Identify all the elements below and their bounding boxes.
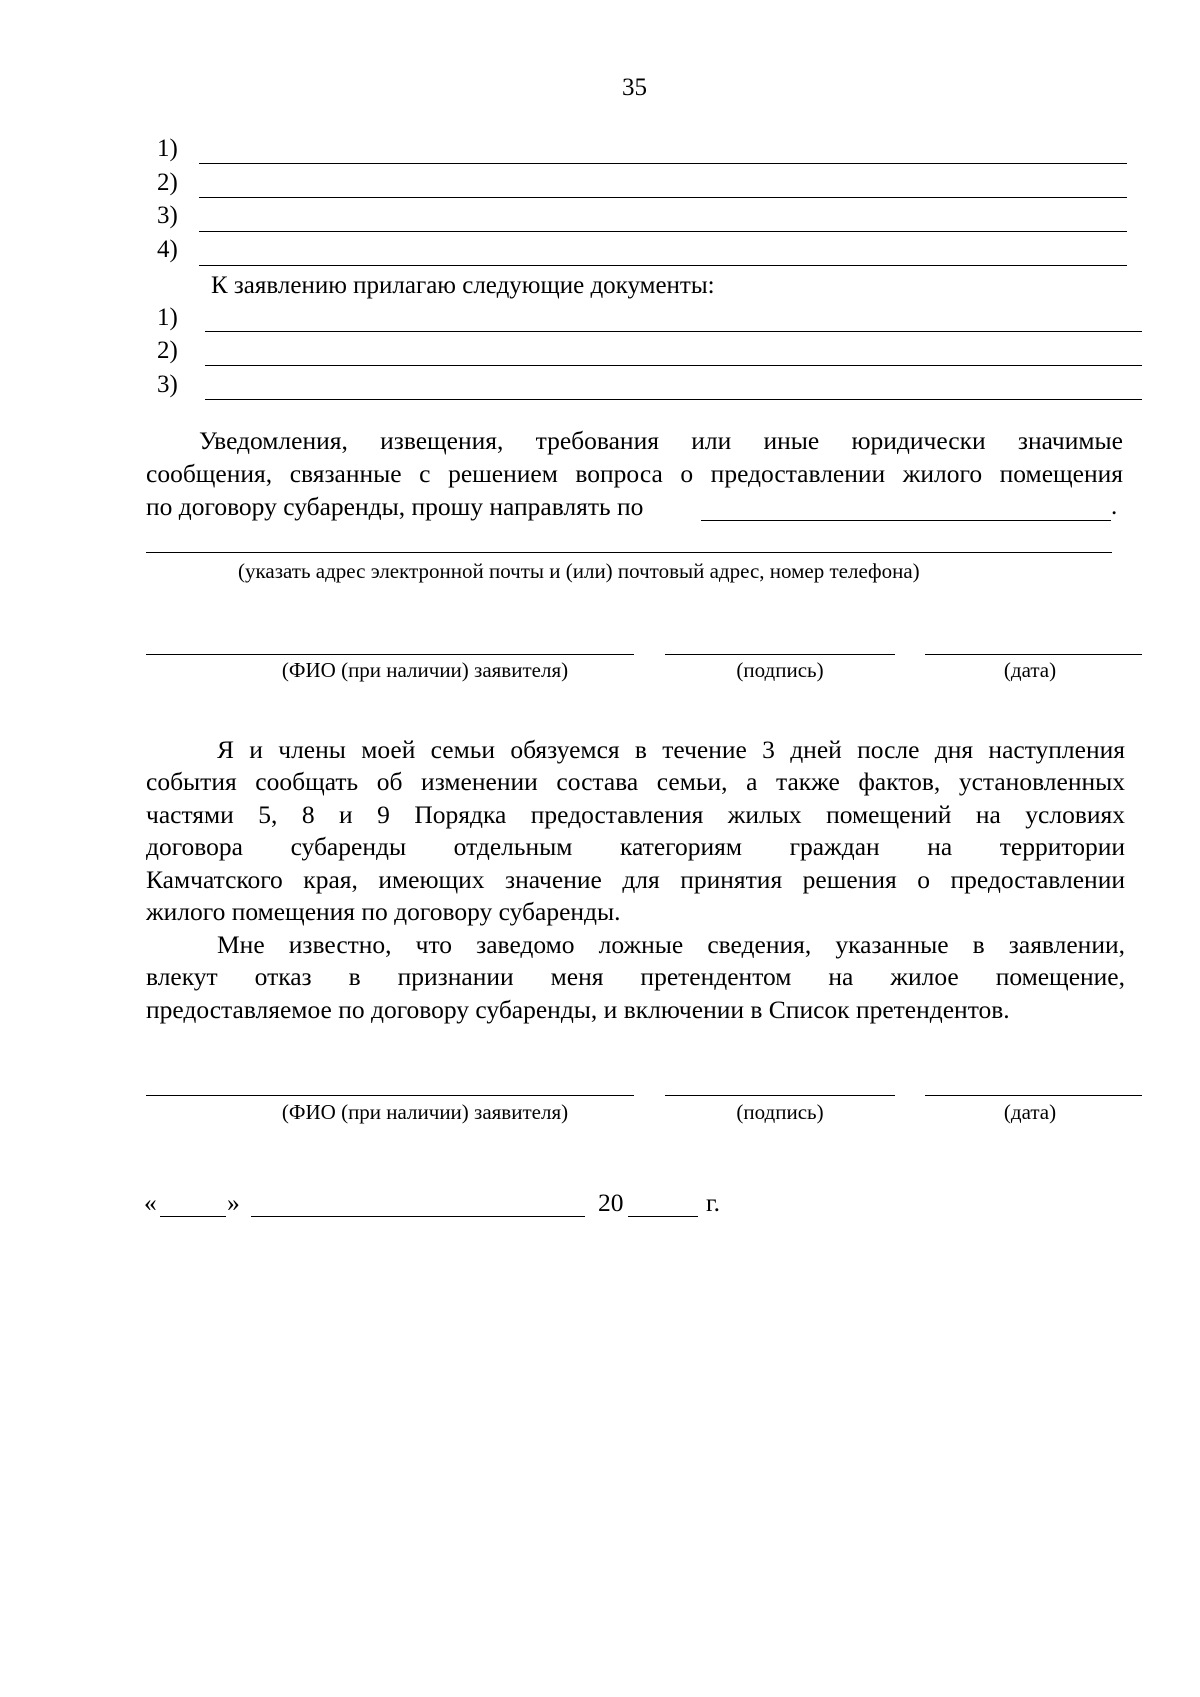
signature-caption: (подпись) [736,1100,824,1124]
fill-line[interactable] [199,231,1127,232]
commitment-line: Камчатского края, имеющих значение для принятия решения о предоставлении [146,865,1125,894]
signature-caption: (подпись) [736,658,824,682]
list-item-number: 2) [157,169,178,196]
date-caption: (дата) [1003,658,1057,682]
date-line[interactable] [925,1095,1142,1096]
commitment-line: события сообщать об изменении состава семьи, а также фактов, установленных [146,767,1125,796]
commitment-line: жилого помещения по договору субаренды. [146,897,621,926]
date-line[interactable] [925,654,1142,655]
signature-line[interactable] [665,1095,895,1096]
fio-caption: (ФИО (при наличии) заявителя) [281,1100,569,1124]
awareness-line: влекут отказ в признании меня претендентом на жилое помещение, [146,962,1125,991]
year-suffix: г. [706,1188,720,1217]
contact-hint: (указать адрес электронной почты и (или) почтовый адрес, номер телефона) [238,559,920,583]
list-item-number: 1) [157,304,178,331]
fill-line[interactable] [205,365,1142,366]
awareness-line: предоставляемое по договору субаренды, и включении в Список претендентов. [146,995,1010,1024]
year-prefix: 20 [598,1188,624,1217]
contact-fill-line-2[interactable] [146,552,1112,553]
fill-line[interactable] [199,265,1127,266]
fio-line[interactable] [146,1095,634,1096]
commitment-line: договора субаренды отдельным категориям граждан на территории [146,832,1125,861]
close-quote: » [227,1188,240,1217]
list-item-number: 3) [157,371,178,398]
month-fill-line[interactable] [251,1216,585,1217]
fio-line[interactable] [146,654,634,655]
awareness-line: Мне известно, что заведомо ложные сведения, указанные в заявлении, [217,930,1125,959]
fill-line[interactable] [205,399,1142,400]
notice-line-3: по договору субаренды, прошу направлять по [146,492,644,521]
commitment-line: частями 5, 8 и 9 Порядка предоставления жилых помещений на условиях [146,800,1125,829]
fill-line[interactable] [199,163,1127,164]
contact-fill-line[interactable] [701,520,1111,521]
open-quote: « [144,1188,157,1217]
day-fill-line[interactable] [160,1216,226,1217]
date-caption: (дата) [1003,1100,1057,1124]
page-number: 35 [622,74,647,101]
commitment-line: Я и члены моей семьи обязуемся в течение 3 дней после дня наступления [217,735,1125,764]
fill-line[interactable] [205,331,1142,332]
notice-line-1: Уведомления, извещения, требования или иные юридически значимые [199,426,1123,455]
list-item-number: 4) [157,236,178,263]
attachments-heading: К заявлению прилагаю следующие документы: [211,272,715,299]
signature-line[interactable] [665,654,895,655]
list-item-number: 3) [157,202,178,229]
fill-line[interactable] [199,197,1127,198]
list-item-number: 2) [157,337,178,364]
year-fill-line[interactable] [628,1216,698,1217]
notice-line-3-end: . [1111,493,1118,520]
notice-line-2: сообщения, связанные с решением вопроса о предоставлении жилого помещения [146,459,1123,488]
list-item-number: 1) [157,135,178,162]
fio-caption: (ФИО (при наличии) заявителя) [281,658,569,682]
